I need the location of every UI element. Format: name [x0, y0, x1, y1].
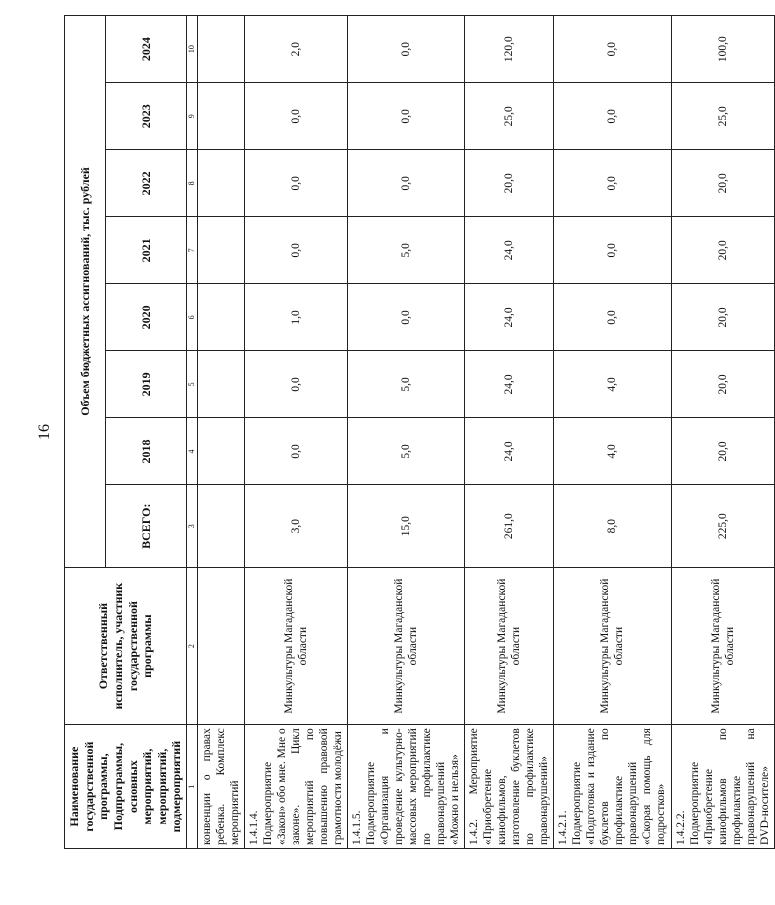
row-year-value: 20,0	[465, 150, 554, 217]
row-year-value	[198, 150, 245, 217]
header-budget-group: Объем бюджетных ассигнований, тыс. рублей	[65, 16, 106, 568]
header-total: ВСЕГО:	[106, 485, 187, 568]
header-year-2021: 2021	[106, 217, 187, 284]
row-year-value: 24,0	[465, 284, 554, 351]
row-year-value: 4,0	[554, 351, 671, 418]
row-year-value	[198, 16, 245, 83]
row-year-value: 0,0	[554, 150, 671, 217]
column-number-row	[187, 16, 198, 849]
row-name: 1.4.2. Мероприятие «Приобретение кинофильмов, изготовление буклетов по профилактике правонарушений»	[465, 725, 554, 849]
row-total-value: 261,0	[465, 485, 554, 568]
row-responsible	[198, 567, 245, 724]
row-year-value: 20,0	[671, 150, 774, 217]
table-row	[465, 16, 554, 849]
row-name: 1.4.1.4. Подмероприятие «Закон» обо мне. Мне о законе». Цикл мероприятий по повышению правовой грамотности молодёжи	[245, 725, 348, 849]
column-number: 3	[187, 485, 198, 568]
header-year-2022: 2022	[106, 150, 187, 217]
header-name: Наименование государственной программы, Подпрограммы, основных мероприятий, мероприятий, подмероприятий	[65, 725, 187, 849]
table-row	[554, 16, 671, 849]
row-year-value: 0,0	[554, 83, 671, 150]
row-name: конвенции о правах ребенка. Комплекс мероприятий	[198, 725, 245, 849]
row-total-value	[198, 485, 245, 568]
row-responsible: Минкультуры Магаданской области	[245, 567, 348, 724]
table-row	[348, 16, 465, 849]
row-year-value: 0,0	[245, 418, 348, 485]
row-year-value: 0,0	[348, 83, 465, 150]
row-year-value: 24,0	[465, 351, 554, 418]
row-year-value: 0,0	[554, 284, 671, 351]
row-year-value: 25,0	[671, 83, 774, 150]
row-year-value: 0,0	[348, 16, 465, 83]
rotated-page	[36, 15, 771, 849]
header-year-2023: 2023	[106, 83, 187, 150]
row-year-value: 100,0	[671, 16, 774, 83]
row-year-value: 20,0	[671, 418, 774, 485]
row-responsible: Минкультуры Магаданской области	[465, 567, 554, 724]
table-body	[198, 16, 775, 849]
row-name: 1.4.1.5. Подмероприятие «Организация и проведение культурно-массовых мероприятий по профилактике правонарушений «Можно и нельзя»	[348, 725, 465, 849]
row-year-value	[198, 83, 245, 150]
row-total-value: 15,0	[348, 485, 465, 568]
row-year-value: 2,0	[245, 16, 348, 83]
column-number: 6	[187, 284, 198, 351]
row-year-value	[198, 217, 245, 284]
row-responsible: Минкультуры Магаданской области	[554, 567, 671, 724]
row-year-value: 0,0	[245, 217, 348, 284]
budget-table	[64, 15, 775, 849]
column-number: 5	[187, 351, 198, 418]
row-name: 1.4.2.2. Подмероприятие «Приобретение кинофильмов по профилактике правонарушений на DVD-носителе»	[671, 725, 774, 849]
column-number: 7	[187, 217, 198, 284]
row-total-value: 8,0	[554, 485, 671, 568]
column-number: 8	[187, 150, 198, 217]
header-responsible: Ответственный исполнитель, участник государственной программы	[65, 567, 187, 724]
row-responsible: Минкультуры Магаданской области	[348, 567, 465, 724]
row-year-value: 0,0	[554, 217, 671, 284]
row-year-value: 0,0	[245, 351, 348, 418]
row-year-value: 0,0	[348, 284, 465, 351]
column-number: 10	[187, 16, 198, 83]
row-year-value: 20,0	[671, 217, 774, 284]
column-number: 4	[187, 418, 198, 485]
column-number: 9	[187, 83, 198, 150]
row-year-value: 0,0	[348, 150, 465, 217]
header-year-2019: 2019	[106, 351, 187, 418]
header-year-2020: 2020	[106, 284, 187, 351]
row-year-value: 20,0	[671, 284, 774, 351]
row-year-value: 1,0	[245, 284, 348, 351]
column-number: 2	[187, 567, 198, 724]
row-year-value	[198, 351, 245, 418]
row-year-value: 24,0	[465, 217, 554, 284]
row-year-value	[198, 284, 245, 351]
table-row	[671, 16, 774, 849]
row-name: 1.4.2.1. Подмероприятие «Подготовка и издание буклетов по профилактике правонарушений «Скорая помощь для подростков»	[554, 725, 671, 849]
row-year-value: 5,0	[348, 418, 465, 485]
table-row	[198, 16, 245, 849]
row-year-value: 0,0	[245, 83, 348, 150]
row-year-value: 0,0	[554, 16, 671, 83]
row-year-value: 5,0	[348, 217, 465, 284]
row-total-value: 3,0	[245, 485, 348, 568]
row-year-value: 0,0	[245, 150, 348, 217]
row-year-value: 24,0	[465, 418, 554, 485]
row-year-value	[198, 418, 245, 485]
row-total-value: 225,0	[671, 485, 774, 568]
row-responsible: Минкультуры Магаданской области	[671, 567, 774, 724]
column-number: 1	[187, 725, 198, 849]
row-year-value: 5,0	[348, 351, 465, 418]
header-year-2018: 2018	[106, 418, 187, 485]
header-year-2024: 2024	[106, 16, 187, 83]
row-year-value: 4,0	[554, 418, 671, 485]
row-year-value: 20,0	[671, 351, 774, 418]
row-year-value: 25,0	[465, 83, 554, 150]
table-row	[245, 16, 348, 849]
page-number: 16	[36, 424, 53, 440]
row-year-value: 120,0	[465, 16, 554, 83]
